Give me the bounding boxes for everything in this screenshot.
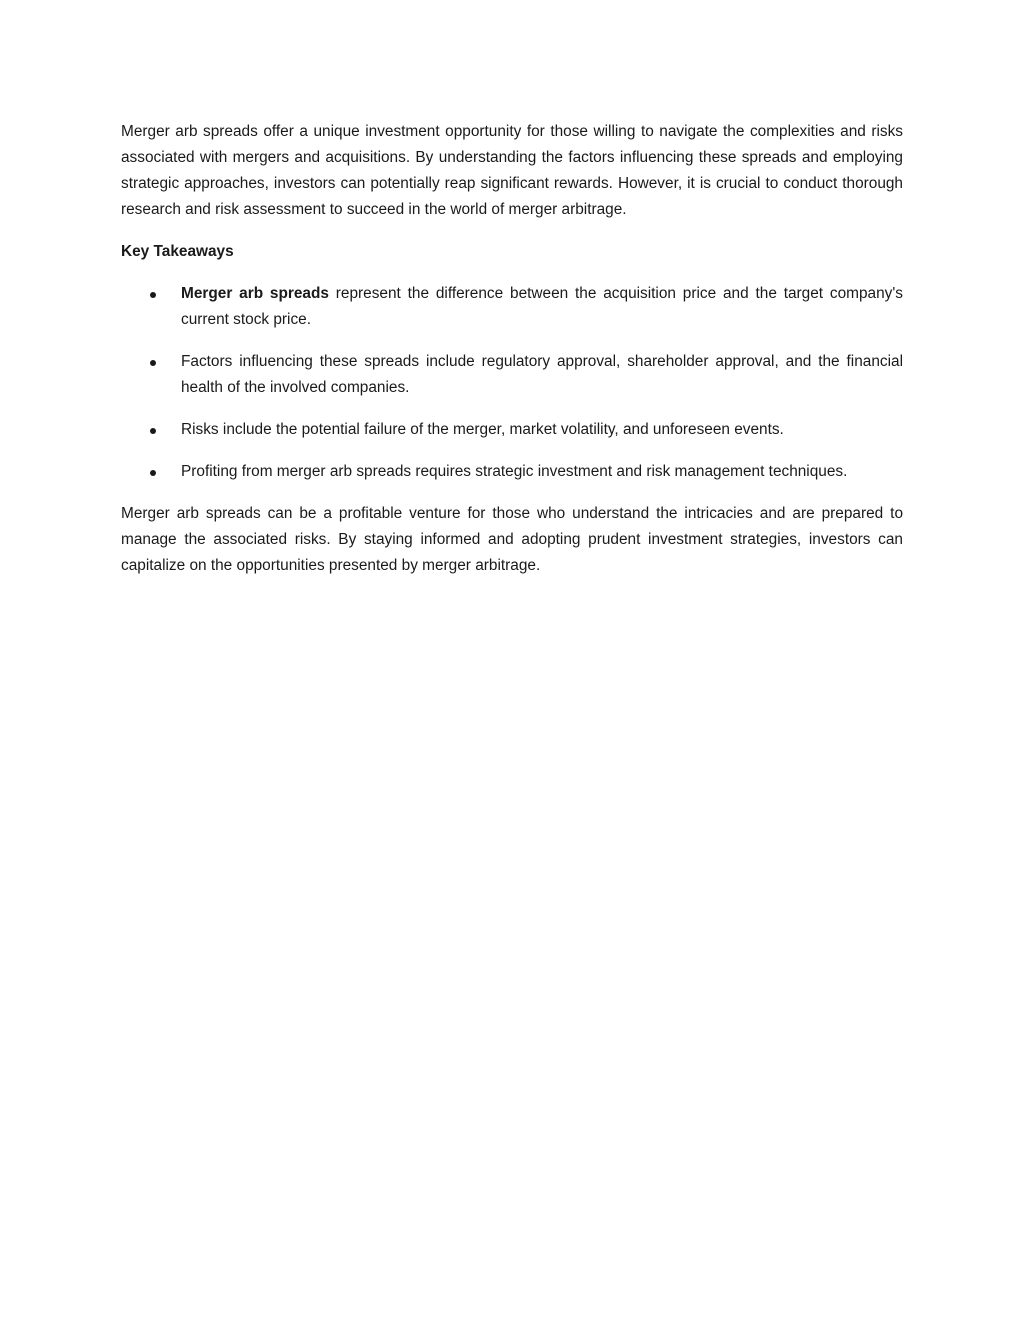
list-item-bold-term: Merger arb spreads: [181, 285, 329, 302]
closing-paragraph: Merger arb spreads can be a profitable venture for those who understand the intricacies and are prepared to manage the associated risks. By staying informed and adopting prudent investment strategies, investors can capitalize on the opportunities presented by merger arbitrage.: [121, 505, 903, 574]
list-item: [121, 417, 903, 443]
list-item: [121, 349, 903, 401]
bullet-icon: [150, 360, 156, 366]
list-item: [121, 281, 903, 333]
list-item-text: Factors influencing these spreads include regulatory approval, shareholder approval, and the financial health of the involved companies.: [181, 353, 903, 396]
bullet-icon: [150, 292, 156, 298]
list-item: [121, 459, 903, 485]
list-item-text: Profiting from merger arb spreads requires strategic investment and risk management techniques.: [181, 463, 848, 480]
list-item-text: Risks include the potential failure of the merger, market volatility, and unforeseen events.: [181, 421, 784, 438]
section-heading: Key Takeaways: [121, 243, 234, 260]
bullet-icon: [150, 470, 156, 476]
bullet-icon: [150, 428, 156, 434]
document-page: [121, 119, 903, 579]
list-item-text: represent the difference between the acquisition price and the target company's current stock price.: [181, 285, 903, 328]
intro-paragraph: Merger arb spreads offer a unique investment opportunity for those willing to navigate the complexities and risks associated with mergers and acquisitions. By understanding the factors influencing these spreads and employing strategic approaches, investors can potentially reap significant rewards. However, it is crucial to conduct thorough research and risk assessment to succeed in the world of merger arbitrage.: [121, 123, 903, 218]
takeaways-list: [121, 281, 903, 485]
